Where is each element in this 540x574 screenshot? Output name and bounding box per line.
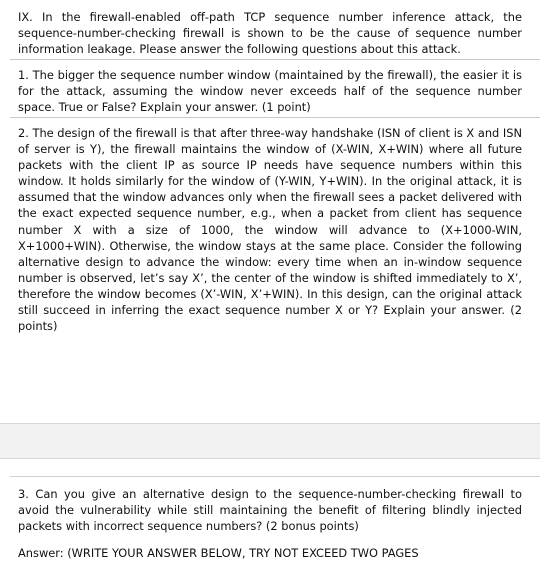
divider bbox=[10, 117, 540, 118]
question-2: 2. The design of the firewall is that after three-way handshake (ISN of client is X and ISN of server is Y), the firewall maintains the window of (X-WIN, X+WIN) where all future packets with the client IP as source IP needs have sequence numbers within this window. It holds similarly for the window of (Y-WIN, Y+WIN). In the original attack, it is assumed that the window advances only when the firewall sees a packet delivered with the exact expected sequence number, e.g., when a packet from client has sequence number X with a size of 1000, the window will advance to (X+1000-WIN, X+1000+WIN). Otherwise, the window stays at the same place. Consider the following alternative design to advance the window: every time when an in-window sequence number is observed, let’s say X’, the center of the window is shifted immediately to X’, therefore the window becomes (X’-WIN, X’+WIN). In this design, can the original attack still succeed in inferring the exact sequence number X or Y? Explain your answer. (2 points) bbox=[18, 126, 523, 334]
divider bbox=[10, 59, 540, 60]
answer-prompt: Answer: (WRITE YOUR ANSWER BELOW, TRY NOT EXCEED TWO PAGES bbox=[18, 546, 419, 560]
divider bbox=[10, 476, 540, 477]
question-3: 3. Can you give an alternative design to the sequence-number-checking firewall to avoid the vulnerability while still maintaining the benefit of filtering blindly injected packets with incorrect sequence numbers? (2 bonus points) bbox=[18, 487, 522, 534]
question-intro: IX. In the firewall-enabled off-path TCP sequence number inference attack, the sequence-number-checking firewall is shown to be the cause of sequence number information leakage. Please answer the following questions about this attack. bbox=[18, 10, 522, 57]
question-1: 1. The bigger the sequence number window (maintained by the firewall), the easier it is for the attack, assuming the window never exceeds half of the sequence number space. True or False? Explain your answer. (1 point) bbox=[18, 68, 522, 115]
page-break bbox=[0, 423, 540, 459]
